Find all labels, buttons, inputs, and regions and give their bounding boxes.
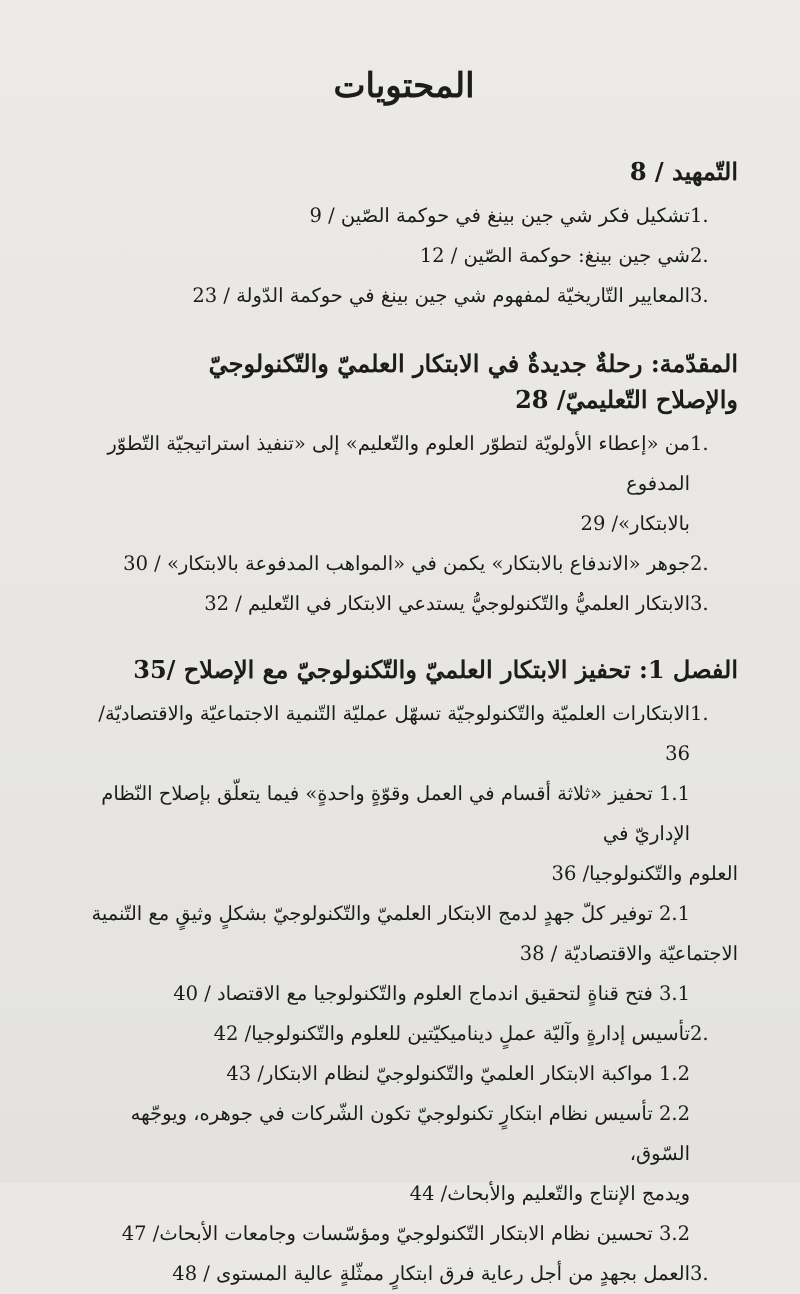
entry-number: 3. [690, 592, 709, 615]
toc-entry [70, 1014, 738, 1054]
entry-line: 1.1 تحفيز «ثلاثة أقسام في العمل وقوّةٍ واحدةٍ» فيما يتعلّق بإصلاح النّظام الإداريّ في [101, 782, 690, 845]
entry-line: تشكيل فكر شي جين بينغ في حوكمة الصّين / 9 [309, 204, 690, 227]
entry-text [70, 424, 690, 544]
entry-line: 1.2 مواكبة الابتكار العلميّ والتّكنولوجيّ لنظام الابتكار/ 43 [226, 1062, 690, 1085]
entry-text [70, 774, 738, 894]
section-chapter-1 [70, 652, 738, 1294]
entry-number: 1. [690, 432, 709, 455]
entry-line: الابتكار العلميُّ والتّكنولوجيُّ يستدعي الابتكار في التّعليم / 32 [204, 592, 690, 615]
entry-line: 3.1 فتح قناةٍ لتحقيق اندماج العلوم والتّكنولوجيا مع الاقتصاد / 40 [173, 982, 690, 1005]
entry-number: 2. [690, 244, 709, 267]
toc-subentry [70, 774, 738, 894]
heading-line: المقدّمة: رحلةٌ جديدةٌ في الابتكار العلميّ والتّكنولوجيّ [208, 349, 738, 378]
entry-number: 2. [690, 1022, 709, 1045]
entry-number: 3. [690, 1262, 709, 1285]
heading-line: والإصلاح التّعليميّ/ 28 [515, 385, 738, 414]
entry-text [70, 894, 738, 974]
entry-text [70, 1094, 690, 1214]
entry-line: العمل بجهدٍ من أجل رعاية فرق ابتكارٍ ممثّلةٍ عالية المستوى / 48 [172, 1262, 690, 1285]
entry-line: المعايير التّاريخيّة لمفهوم شي جين بينغ في حوكمة الدّولة / 23 [192, 284, 690, 307]
toc-entry [70, 544, 738, 584]
section-preface [70, 154, 738, 316]
entry-text [70, 544, 690, 584]
entry-line: 2.2 تأسيس نظام ابتكارٍ تكنولوجيّ تكون الشّركات في جوهره، ويوجّهه السّوق، [130, 1102, 690, 1165]
entry-number: 2. [690, 552, 709, 575]
toc-entry [70, 424, 738, 544]
toc-subentry [70, 1054, 738, 1094]
section-heading [70, 154, 738, 190]
entry-text [70, 694, 690, 774]
entry-line: الابتكارات العلميّة والتّكنولوجيّة تسهّل عمليّة التّنمية الاجتماعيّة والاقتصاديّة/ 36 [98, 702, 690, 765]
toc-subentry [70, 974, 738, 1014]
section-heading [70, 346, 738, 418]
entry-text [70, 1254, 690, 1294]
entry-line: من «إعطاء الأولويّة لتطوّر العلوم والتّعليم» إلى «تنفيذ استراتيجيّة التّطوّر المدفوع [107, 432, 690, 495]
entry-line: بالابتكار»/ 29 [580, 512, 690, 535]
section-heading [70, 652, 738, 688]
entry-line: شي جين بينغ: حوكمة الصّين / 12 [419, 244, 690, 267]
toc-entry [70, 196, 738, 236]
entry-line: ويدمج الإنتاج والتّعليم والأبحاث/ 44 [409, 1182, 690, 1205]
entry-line: العلوم والتّكنولوجيا/ 36 [551, 862, 738, 885]
toc-entry [70, 584, 738, 624]
entry-number: 3. [690, 284, 709, 307]
entry-text [70, 974, 690, 1014]
entry-number: 1. [690, 702, 709, 725]
entry-line: جوهر «الاندفاع بالابتكار» يكمن في «المواهب المدفوعة بالابتكار» / 30 [123, 552, 690, 575]
toc-entry [70, 236, 738, 276]
entry-line: الاجتماعيّة والاقتصاديّة / 38 [519, 942, 738, 965]
entry-text [70, 584, 690, 624]
entry-text [70, 276, 690, 316]
entry-text [70, 196, 690, 236]
entry-text [70, 1054, 690, 1094]
toc-subentry [70, 894, 738, 974]
page-title: المحتويات [333, 66, 475, 106]
entry-text [70, 1014, 690, 1054]
toc-subentry [70, 1214, 738, 1254]
entry-line: تأسيس إدارةٍ وآليّة عملٍ ديناميكيّتين للعلوم والتّكنولوجيا/ 42 [213, 1022, 690, 1045]
entry-line: 2.1 توفير كلّ جهدٍ لدمج الابتكار العلميّ والتّكنولوجيّ بشكلٍ وثيقٍ مع التّنمية [91, 902, 690, 925]
entry-line: 3.2 تحسين نظام الابتكار التّكنولوجيّ ومؤسّسات وجامعات الأبحاث/ 47 [121, 1222, 690, 1245]
entry-text [70, 1214, 690, 1254]
entry-number: 1. [690, 204, 709, 227]
toc-subentry [70, 1094, 738, 1214]
toc-entry [70, 1254, 738, 1294]
toc-entry [70, 694, 738, 774]
toc-entry [70, 276, 738, 316]
heading-line: التّمهيد / 8 [629, 157, 738, 186]
entry-text [70, 236, 690, 276]
heading-line: الفصل 1: تحفيز الابتكار العلميّ والتّكنولوجيّ مع الإصلاح /35 [133, 655, 738, 684]
section-introduction [70, 346, 738, 624]
